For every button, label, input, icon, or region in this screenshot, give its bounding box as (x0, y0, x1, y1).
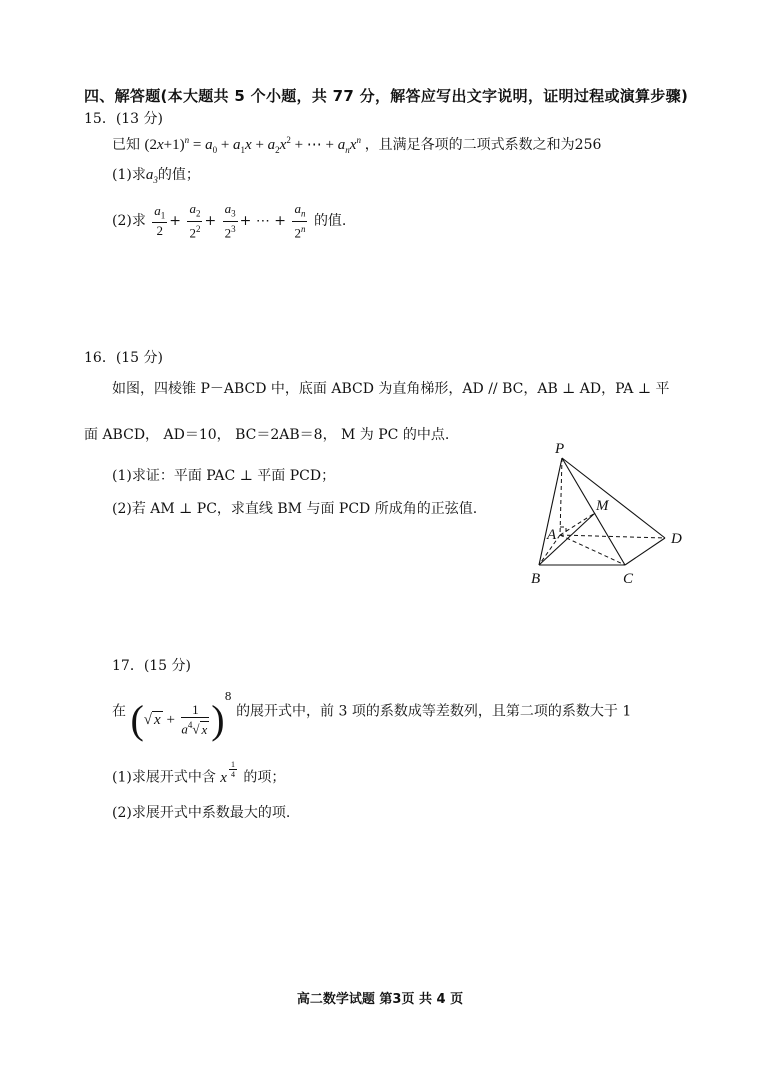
edge-pa (560, 458, 562, 535)
q15-part1-prefix: (1)求 (112, 167, 146, 183)
q15-intro (112, 129, 601, 161)
edge-ad (560, 535, 665, 538)
edge-pd (562, 458, 665, 538)
edge-cd (625, 538, 665, 565)
segment-am (560, 513, 595, 535)
q15-intro-a: 已知 (112, 137, 140, 153)
q17-part2: (2)求展开式中系数最大的项. (112, 805, 291, 821)
q15-intro-b: ，且满足各项的二项式系数之和为256 (364, 137, 602, 153)
q17-statement (112, 686, 632, 742)
q15-part1-var: $a_3$ (145, 167, 158, 185)
q17-prefix: 在 (112, 703, 126, 720)
q16-part1: (1)求证：平面 PAC ⊥ 平面 PCD； (112, 468, 336, 484)
q15-part1-suffix: 的值； (157, 167, 200, 183)
q15-part2: (2)求 $\frac{a_1}{2}$ + $\frac{a_2}{2^2}$ + $\frac{a_3}{2^3}$ + ⋯ + $\frac{a_n}{2^n}$ 的值. (112, 201, 347, 240)
q17-suffix: 的展开式中，前 3 项的系数成等差数列，且第二项的系数大于 1 (236, 703, 632, 720)
label-a: A (547, 527, 557, 543)
label-b: B (531, 571, 541, 587)
q16-part2: (2)若 AM ⊥ PC，求直线 BM 与面 PCD 所成角的正弦值. (112, 501, 478, 517)
right-angle-mark (560, 527, 566, 535)
q16-line2: 面 ABCD， AD＝10， BC＝2AB＝8， M 为 PC 的中点. (84, 427, 450, 443)
q15-frac-2: $\frac{a_2}{2^2}$ (189, 201, 201, 240)
q15-frac-n: $\frac{a_n}{2^n}$ (294, 201, 306, 240)
pyramid-figure (525, 435, 695, 590)
label-c: C (623, 571, 634, 587)
q15-frac-3: $\frac{a_3}{2^3}$ (224, 201, 236, 240)
q15-heading: 15．(13 分) (84, 111, 164, 127)
q17-part1-suffix: 的项； (243, 769, 286, 786)
q15-part2-suffix: 的值. (313, 212, 347, 229)
edge-ac (560, 535, 625, 565)
label-p: P (555, 441, 565, 457)
q15-part2-prefix: (2)求 (112, 212, 146, 229)
q15-part1 (112, 164, 200, 191)
edge-pc (562, 458, 625, 565)
q15-expansion: $(2x+1)^n = a_0 + a_1x + a_2x^2$ + ⋯ + $a_nx^n$ (144, 135, 361, 155)
label-d: D (671, 531, 682, 547)
label-m: M (596, 498, 609, 514)
q17-exponent: 8 (224, 690, 232, 703)
page-footer: 高二数学试题 第3页 共 4 页 (296, 992, 464, 1007)
q17-power-term: x $^{\frac{1}{4}}$ (220, 760, 235, 786)
q17-binomial: (√ x + $\frac{1}{a^4√ x}$ )$^8$ (130, 690, 232, 742)
q15-frac-1: $\frac{a_1}{2}$ (154, 202, 166, 239)
q16-heading: 16．(15 分) (84, 350, 164, 366)
q16-line1: 如图，四棱锥 P－ABCD 中，底面 ABCD 为直角梯形，AD // BC，AB ⊥ AD，PA ⊥ 平 (112, 381, 670, 397)
section-title: 四、解答题(本大题共 5 个小题，共 77 分，解答应写出文字说明，证明过程或演算步骤) (84, 87, 689, 105)
q17-heading: 17．(15 分) (112, 658, 192, 674)
q17-part1-prefix: (1)求展开式中含 (112, 769, 216, 786)
q17-part1 (112, 762, 285, 790)
